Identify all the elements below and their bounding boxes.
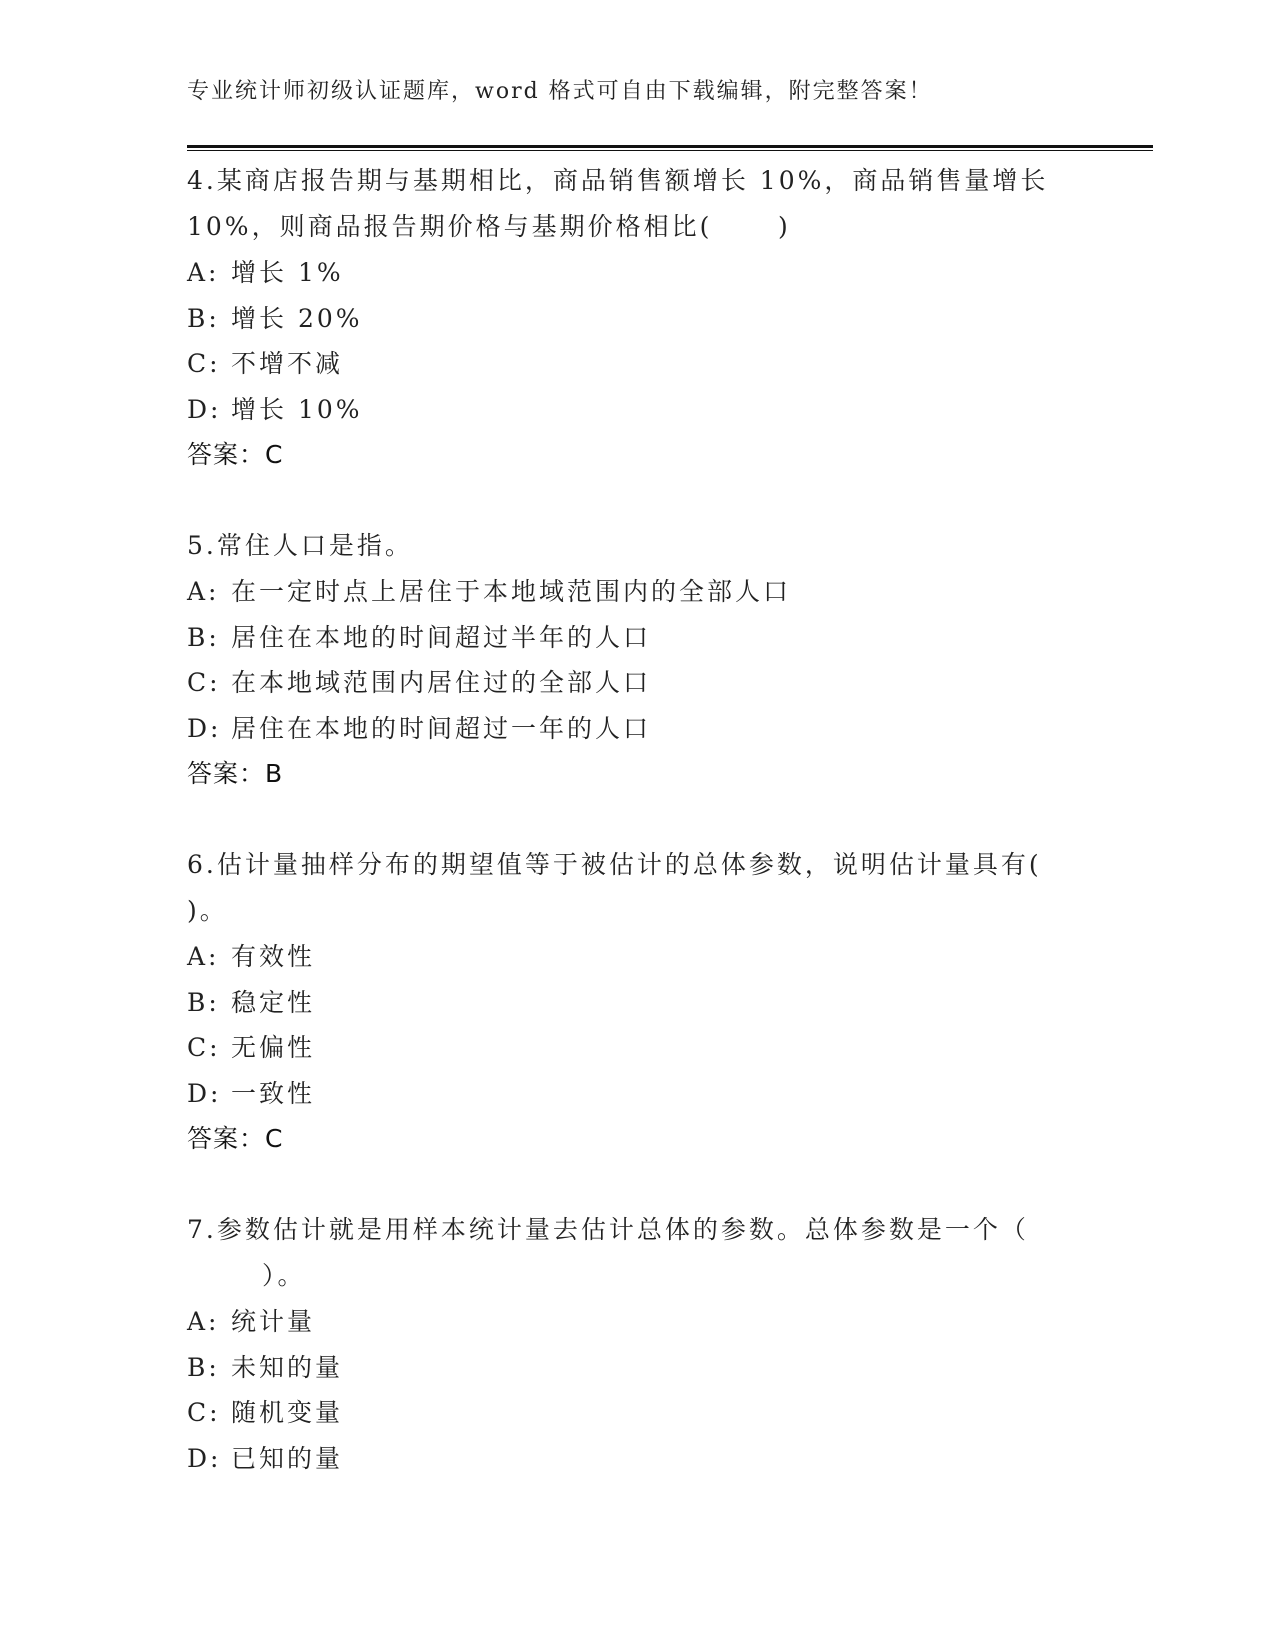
option-text: 统计量 bbox=[231, 1307, 316, 1336]
header-rule-thin bbox=[187, 150, 1153, 151]
question-text-line1: 7.参数估计就是用样本统计量去估计总体的参数。总体参数是一个（ bbox=[187, 1215, 1029, 1244]
option-text: 增长 1% bbox=[231, 258, 344, 287]
question-text-line2: )。 bbox=[187, 896, 228, 925]
question-6 bbox=[187, 842, 1087, 1161]
question-list bbox=[187, 158, 1087, 1509]
option-b bbox=[187, 1345, 1087, 1391]
option-letter: C: bbox=[187, 1398, 221, 1427]
option-letter: C: bbox=[187, 668, 221, 697]
option-letter: B: bbox=[187, 987, 220, 1017]
option-letter: C: bbox=[187, 349, 221, 378]
header-rule-thick bbox=[187, 145, 1153, 148]
option-b bbox=[187, 980, 1087, 1026]
answer: 答案：C bbox=[187, 1124, 284, 1153]
option-a bbox=[187, 569, 1087, 615]
option-text: 在本地域范围内居住过的全部人口 bbox=[231, 668, 652, 697]
option-b bbox=[187, 296, 1087, 342]
question-text-line2: ）。 bbox=[262, 1261, 306, 1290]
option-letter: D: bbox=[187, 1443, 222, 1473]
option-text: 增长 10% bbox=[231, 394, 363, 424]
option-letter: A: bbox=[187, 258, 220, 287]
option-text: 随机变量 bbox=[231, 1398, 344, 1427]
question-5 bbox=[187, 523, 1087, 796]
option-a bbox=[187, 250, 1087, 296]
option-letter: A: bbox=[187, 1307, 220, 1336]
option-text: 不增不减 bbox=[231, 349, 344, 378]
option-letter: D: bbox=[187, 713, 222, 743]
option-text: 无偏性 bbox=[231, 1033, 316, 1062]
question-text-line1: 6.估计量抽样分布的期望值等于被估计的总体参数，说明估计量具有( bbox=[187, 850, 1042, 879]
answer: 答案：B bbox=[187, 759, 284, 788]
option-text: 在一定时点上居住于本地域范围内的全部人口 bbox=[231, 577, 792, 606]
option-text: 居住在本地的时间超过一年的人口 bbox=[231, 713, 652, 743]
option-letter: A: bbox=[187, 942, 220, 971]
option-a bbox=[187, 1299, 1087, 1345]
page-header: 专业统计师初级认证题库，word 格式可自由下载编辑，附完整答案！ bbox=[187, 79, 933, 104]
option-c bbox=[187, 1025, 1087, 1071]
option-letter: B: bbox=[187, 622, 220, 652]
question-text-line2: 10%，则商品报告期价格与基期价格相比( ) bbox=[187, 212, 791, 241]
option-d bbox=[187, 706, 1087, 752]
question-text-line1: 4.某商店报告期与基期相比，商品销售额增长 10%，商品销售量增长 bbox=[187, 166, 1049, 195]
option-c bbox=[187, 341, 1087, 387]
option-letter: C: bbox=[187, 1033, 221, 1062]
option-d bbox=[187, 1436, 1087, 1482]
option-d bbox=[187, 1071, 1087, 1117]
option-letter: D: bbox=[187, 1078, 222, 1108]
option-b bbox=[187, 615, 1087, 661]
option-letter: B: bbox=[187, 1352, 220, 1382]
option-a bbox=[187, 934, 1087, 980]
option-letter: A: bbox=[187, 577, 220, 606]
question-7 bbox=[187, 1207, 1087, 1481]
option-text: 一致性 bbox=[231, 1078, 316, 1108]
option-text: 已知的量 bbox=[231, 1443, 344, 1473]
option-letter: B: bbox=[187, 303, 220, 333]
option-text: 稳定性 bbox=[231, 987, 316, 1017]
option-text: 有效性 bbox=[231, 942, 316, 971]
option-letter: D: bbox=[187, 394, 222, 424]
option-c bbox=[187, 1390, 1087, 1436]
option-text: 居住在本地的时间超过半年的人口 bbox=[231, 622, 652, 652]
answer: 答案：C bbox=[187, 440, 284, 469]
question-4 bbox=[187, 158, 1087, 477]
option-text: 未知的量 bbox=[231, 1352, 344, 1382]
option-text: 增长 20% bbox=[231, 303, 363, 333]
option-c bbox=[187, 660, 1087, 706]
option-d bbox=[187, 387, 1087, 433]
question-text-line1: 5.常住人口是指。 bbox=[187, 531, 413, 560]
